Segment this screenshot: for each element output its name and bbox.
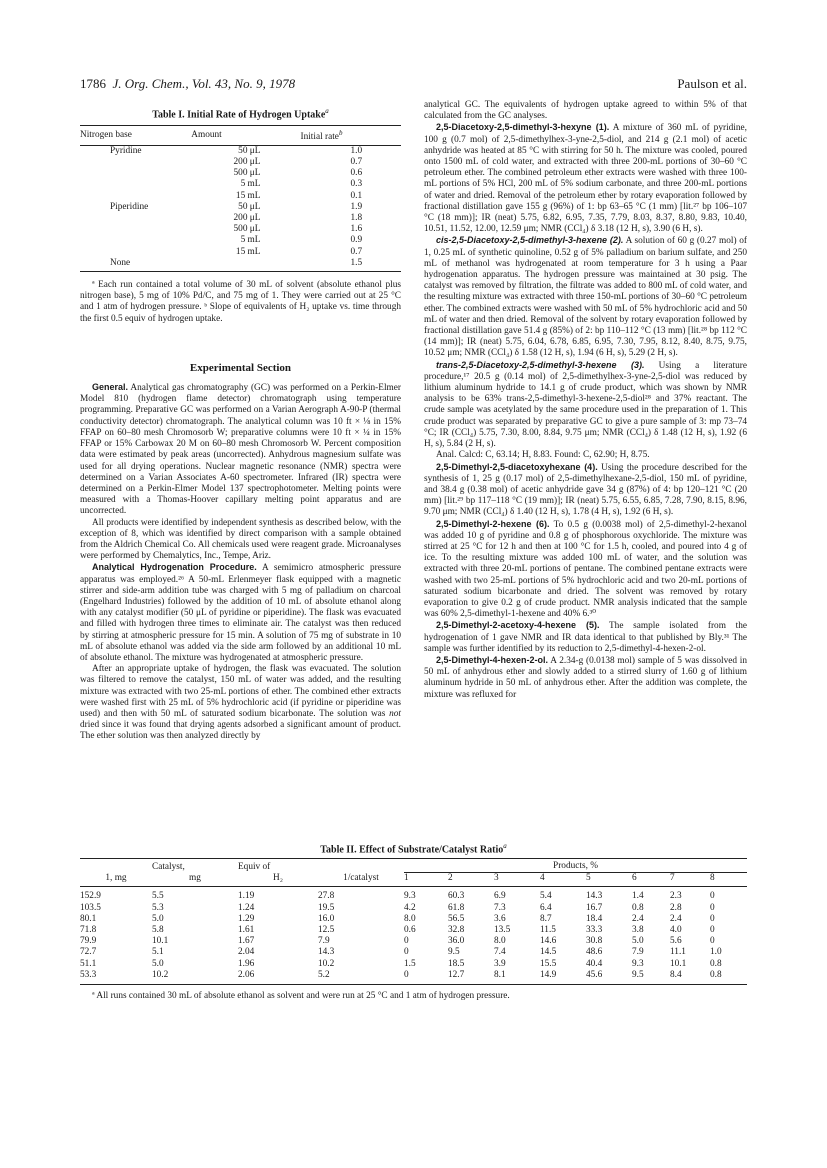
table2-cell: 51.1 [80, 958, 97, 969]
table1-cell-rate: 1.0 [350, 145, 363, 156]
table2-cell: 2.4 [670, 913, 682, 924]
table2-cell: 0.8 [632, 902, 644, 913]
table2-cell: 152.9 [80, 891, 101, 902]
table2-cell: 14.3 [586, 891, 603, 902]
table2-header-top [80, 859, 747, 873]
table2-cell: 16.0 [318, 913, 335, 924]
table2-cell: 14.6 [540, 936, 557, 947]
table2-cell: 36.0 [448, 936, 465, 947]
table1-cell-amount: 500 μL [233, 168, 261, 179]
table2-cell: 7.9 [318, 936, 330, 947]
table2-cell: 0 [404, 970, 448, 985]
table1-row [80, 191, 401, 202]
table1-col-base: Nitrogen base [80, 125, 191, 145]
table2-cell: 3.8 [632, 924, 644, 935]
table1-cell-amount: 5 mL [240, 179, 261, 190]
table2-cell: 5.1 [152, 947, 164, 958]
paragraph-compound-5: 2,5-Dimethyl-2-acetoxy-4-hexene (5). The sample isolated from the hydrogenation of 1 gave NMR and IR data identical to that published by Bly.³¹ The sample was further identified by its reduction to 2,5-dimethyl-4-hexen-2-ol. [424, 620, 747, 654]
table1-cell-rate: 1.9 [350, 201, 363, 212]
table2-row [80, 903, 747, 914]
table2-head-col-6: 3 [494, 873, 540, 887]
table2-cell: 103.5 [80, 902, 101, 913]
table1-cell-base [80, 247, 191, 258]
table2-cell: 18.4 [586, 913, 603, 924]
table2-head-col-9: 6 [632, 873, 670, 887]
table2-cell: 1.61 [238, 924, 255, 935]
table1-row [80, 202, 401, 213]
table1-row [80, 213, 401, 224]
table2-cell: 11.1 [670, 947, 686, 958]
author-names: Paulson et al. [677, 76, 747, 91]
paragraph-workup: After an appropriate uptake of hydrogen, the flask was evacuated. The solution was filtered to remove the catalyst, 150 mL of water was added, and the resulting mixture was extracted with two 25-mL portions of ether. The combined ether extracts were washed first with 25 mL of 5% hydrochloric acid (if pyridine or piperidine was used) and then with 50 mL of saturated sodium bicarbonate. The solution was not dried since it was found that drying agents adsorbed a significant amount of product. The ether solution was then analyzed directly by [80, 664, 401, 742]
table2-cell: 1.5 [404, 958, 416, 969]
table1-row [80, 247, 401, 258]
table2-cell: 0 [404, 947, 409, 958]
table2-cell: 0.8 [710, 970, 747, 985]
compound-4-head: 2,5-Dimethyl-2,5-diacetoxyhexane (4). [436, 461, 598, 472]
table2-head-top-2: Equiv of [238, 859, 318, 873]
table2-cell: 5.0 [152, 913, 164, 924]
hydrogenation-head: Analytical Hydrogenation Procedure. [92, 562, 257, 573]
table1-cell-amount: 200 μL [233, 157, 261, 168]
table2-cell: 1.24 [238, 902, 255, 913]
table2-cell: 15.5 [540, 958, 557, 969]
table2-cell: 3.9 [494, 958, 506, 969]
compound-3-head: trans-2,5-Diacetoxy-2,5-dimethyl-3-hexene (3). [436, 359, 645, 370]
table2-head-col-4: 1 [404, 873, 448, 887]
table1-cell-amount: 500 μL [233, 224, 261, 235]
table2-row [80, 887, 747, 903]
table1-row [80, 179, 401, 190]
table2-cell: 6.4 [540, 902, 552, 913]
table1-cell-base: Piperidine [110, 201, 149, 212]
paragraph-products: All products were identified by independent synthesis as described below, with the exception of 8, which was identified by direct comparison with a sample obtained from the Aldrich Chemical Co. All chemicals used were reagent grade. Microanalyses were performed by Chemalytics, Inc., Tempe, Ariz. [80, 517, 401, 562]
table2-cell: 18.5 [448, 958, 465, 969]
table2-cell: 33.3 [586, 924, 603, 935]
table2-cell: 30.8 [586, 936, 603, 947]
table1-cell-base: Pyridine [110, 145, 142, 156]
table1-cell-rate: 1.5 [300, 258, 401, 272]
table2-cell: 6.9 [494, 891, 506, 902]
table2-head-col-7: 4 [540, 873, 586, 887]
table2-cell: 2.04 [238, 947, 255, 958]
table2-cell: 14.9 [540, 970, 586, 985]
table1-col-amount: Amount [191, 125, 300, 145]
table1-row [80, 224, 401, 235]
general-head: General. [92, 382, 129, 393]
table2-cell: 10.1 [152, 936, 169, 947]
table2-cell: 3.6 [494, 913, 506, 924]
table2-cell: 8.0 [494, 936, 506, 947]
table2-cell: 1.29 [238, 913, 255, 924]
table2-cell: 8.4 [670, 970, 710, 985]
table1-cell-base [80, 168, 191, 179]
table1-cell-amount: 50 μL [238, 145, 261, 156]
table1-cell-base [80, 213, 191, 224]
table2-cell: 5.0 [152, 958, 164, 969]
left-column [80, 100, 401, 743]
table1-cell-amount [191, 258, 300, 272]
table1-row [80, 145, 401, 157]
paragraph-compound-4: 2,5-Dimethyl-2,5-diacetoxyhexane (4). Using the procedure described for the synthesis of 1, 25 g (0.17 mol) of 2,5-dimethylhexane-2,5-diol, 150 mL of pyridine, and 38.4 g (0.38 mol) of acetic anhydride gave 34 g (87%) of 4: bp 120–121 °C (20 mm) [lit.²⁹ bp 117–118 °C (19 mm)]; IR (neat) 5.75, 6.55, 6.85, 7.28, 7.90, 8.15, 8.96, 9.70 μm; NMR (CCl₄) δ 1.40 (12 H, s), 1.78 (4 H, s), 1.92 (6 H, s). [424, 461, 748, 518]
table2-cell: 16.7 [586, 902, 603, 913]
table2-cell: 5.0 [632, 936, 644, 947]
table2-head-top-1: Catalyst, [152, 859, 238, 873]
table1-row [80, 258, 401, 272]
table2-cell: 7.9 [632, 947, 644, 958]
table2-cell: 0 [710, 913, 715, 924]
table1-cell-rate: 0.3 [350, 179, 363, 190]
table1-cell-rate: 0.6 [350, 168, 363, 179]
table1-cell-rate: 0.7 [350, 157, 363, 168]
journal-citation: J. Org. Chem., Vol. 43, No. 9, 1978 [112, 76, 296, 91]
table1-cell-base [80, 191, 191, 202]
table2-cell: 71.8 [80, 924, 97, 935]
table2-cell: 80.1 [80, 913, 97, 924]
table1-rate-mark: b [338, 128, 343, 137]
table2-cell: 5.3 [152, 902, 164, 913]
table1-cell-base [80, 224, 191, 235]
table2-cell: 0.6 [404, 924, 416, 935]
table2-cell: 1.0 [710, 947, 722, 958]
table1-footnote: ª Each run contained a total volume of 30 mL of solvent (absolute ethanol plus nitrogen base), 5 mg of 10% Pd/C, and 75 mg of 1. They were carried out at 25 °C and 1 atm of hydrogen pressure. ᵇ Slope of equivalents of H₂ uptake vs. time through the first 0.5 equiv of hydrogen uptake. [80, 280, 401, 324]
table2-cell: 0.8 [710, 958, 722, 969]
table2-block [80, 842, 747, 1001]
table1-col-rate: Initial rate$^b$ [300, 125, 401, 145]
page-citation [80, 76, 295, 92]
table2-cell: 45.6 [586, 970, 632, 985]
table2-cell: 9.3 [632, 958, 644, 969]
paragraph-hydrogenation: Analytical Hydrogenation Procedure. A semimicro atmospheric pressure apparatus was employed.²⁶ A 50-mL Erlenmeyer flask equipped with a magnetic stirrer and side-arm addition tube was charged with 5 mg of palladium on charcoal (Engelhard Industries) followed by the addition of 10 mL of absolute ethanol along with any catalyst modifier (50 μL of pyridine or piperidine). The flask was evacuated and filled with hydrogen three times to eliminate air. The catalyst was then reduced by stirring at atmospheric pressure for 15 min. A solution of 75 mg of substrate in 10 mL of absolute ethanol was added via the side arm followed by an additional 10 mL of absolute ethanol. The mixture was hydrogenated at atmospheric pressure. [80, 562, 401, 663]
table2-cell: 48.6 [586, 947, 603, 958]
compound-1-head: 2,5-Diacetoxy-2,5-dimethyl-3-hexyne (1). [436, 122, 610, 133]
table2-row [80, 936, 747, 947]
table2-cell: 13.5 [494, 924, 511, 935]
paragraph-compound-3-anal: Anal. Calcd: C, 63.14; H, 8.83. Found: C, 62.90; H, 8.75. [436, 450, 650, 461]
table2-head-col-8: 5 [586, 873, 632, 887]
table2-cell: 0 [404, 936, 409, 947]
table2-cell: 5.6 [670, 936, 682, 947]
table2-row [80, 959, 747, 970]
table2-row [80, 947, 747, 958]
table2-head-top-3 [318, 859, 404, 873]
table2-cell: 27.8 [318, 891, 335, 902]
table2-head-col-0: 1, mg [80, 873, 152, 887]
table2-cell: 19.5 [318, 902, 335, 913]
table2-row [80, 914, 747, 925]
table1-row [80, 157, 401, 168]
table2-cell: 56.5 [448, 913, 465, 924]
hexenol-head: 2,5-Dimethyl-4-hexen-2-ol. [436, 654, 549, 665]
table2-products-head: Products, % [404, 859, 747, 873]
table2-cell: 0 [710, 891, 715, 902]
table1-cell-rate: 1.6 [350, 224, 363, 235]
table1-row [80, 168, 401, 179]
table2-cell: 5.5 [152, 891, 164, 902]
table1-cell-amount: 5 mL [240, 235, 261, 246]
table2-cell: 8.1 [494, 970, 540, 985]
table1-title-mark: a [325, 107, 329, 115]
table2-cell: 9.5 [632, 970, 670, 985]
table2-cell: 5.8 [152, 924, 164, 935]
section-heading: Experimental Section [189, 361, 292, 374]
table1 [80, 125, 401, 273]
compound-2-head: cis-2,5-Diacetoxy-2,5-dimethyl-3-hexene (2). [436, 235, 624, 246]
page-number: 1786 [80, 76, 106, 91]
table2-cell: 61.8 [448, 902, 465, 913]
table2-cell: 60.3 [448, 891, 465, 902]
table2-cell: 11.5 [540, 924, 556, 935]
table2-head-col-2: H₂ [238, 873, 318, 887]
table2-cell: 2.8 [670, 902, 682, 913]
table2-cell: 4.0 [670, 924, 682, 935]
table2-cell: 1.4 [632, 891, 644, 902]
table2-cell: 0 [710, 924, 715, 935]
table2-cell: 8.0 [404, 913, 416, 924]
table2-cell: 5.2 [318, 970, 404, 985]
table2-head-col-10: 7 [670, 873, 710, 887]
table2-cell: 72.7 [80, 947, 97, 958]
table2-cell: 0 [710, 936, 715, 947]
table1-cell-base: None [80, 258, 191, 272]
table2-cell: 2.4 [632, 913, 644, 924]
table1-cell-rate: 1.8 [350, 213, 363, 224]
table2-cell: 7.3 [494, 902, 506, 913]
table2-cell: 2.3 [670, 891, 682, 902]
paragraph-general: General. Analytical gas chromatography (GC) was performed on a Perkin-Elmer Model 810 (hydrogen flame detector) chromatograph using temperature programming. Preparative GC was performed on a Varian Aerograph A-90-P (thermal conductivity detector) chromatograph. The analytical column was 10 ft × ⅛ in 15% FFAP on 60–80 mesh Chromosorb W; preparative columns were 10 ft × ¼ in 15% FFAP or 15% Carbowax 20 M on 60–80 mesh Chromosorb W. Percent composition data were estimated by peak areas (uncorrected). Anhydrous magnesium sulfate was used for all drying operations. Nuclear magnetic resonance (NMR) spectra were determined on a Varian Associates A-60 spectrometer. Infrared (IR) spectra were determined on a Perkin-Elmer Model 137 spectrophotometer. Melting points were measured with a Thomas-Hoover capillary melting point apparatus and are uncorrected. [80, 382, 401, 517]
table2-cell: 8.7 [540, 913, 552, 924]
table2-cell: 4.2 [404, 902, 416, 913]
table1-cell-amount: 50 μL [238, 201, 261, 212]
table2-cell: 10.2 [152, 970, 238, 985]
table2-cell: 2.06 [238, 970, 318, 985]
table2-row [80, 970, 747, 985]
paragraph-compound-2: cis-2,5-Diacetoxy-2,5-dimethyl-3-hexene (2). A solution of 60 g (0.27 mol) of 1, 0.25 mL of synthetic quinoline, 0.52 g of 5% palladium on barium sulfate, and 250 mL of methanol was hydrogenated at room temperature for 3 h using a Paar hydrogenation apparatus. The hydrogen pressure was maintained at 30 psig. The catalyst was removed by filtration, the filtrate was added to 800 mL of cold water, and the resulting mixture was extracted with three 150-mL portions of 30–60 °C petroleum ether. The combined extracts were washed with 50 mL of 5% hydrochloric acid and 50 mL of water and then dried. Removal of the solvent by rotary evaporation followed by fractional distillation gave 51.4 g (85%) of 2: bp 110–112 °C (13 mm) [lit.²⁸ bp 112 °C (14 mm)]; IR (neat) 5.75, 6.04, 6.78, 6.85, 6.95, 7.30, 7.95, 8.12, 8.40, 8.75, 9.75, 10.52 μm; NMR (CCl₄) δ 1.58 (12 H, s), 1.94 (6 H, s), 5.29 (2 H, s). [424, 235, 748, 359]
table1-row [80, 235, 401, 246]
table2-title: Table II. Effect of Substrate/Catalyst Ratio$^a$ [320, 842, 507, 856]
table1-cell-rate: 0.7 [350, 246, 363, 257]
paragraph-compound-1: 2,5-Diacetoxy-2,5-dimethyl-3-hexyne (1). A mixture of 360 mL of pyridine, 100 g (0.7 mol) of 2,5-dimethylhex-3-yne-2,5-diol, and 214 g (2.1 mol) of acetic anhydride was heated at 85 °C with stirring for 50 h. The mixture was cooled, poured onto 1500 mL of cold water, and extracted with three 200-mL portions of 30–60 °C petroleum ether. The combined petroleum ether extracts were washed with three 100-mL portions of 5% HCl, 200 mL of 5% sodium carbonate, and three 200-mL portions of water and dried. Removal of the petroleum ether by rotary evaporation followed by fractional distillation gave 155 g (96%) of 1: bp 63–65 °C (1 mm) [lit.²⁷ bp 106–107 °C (18 mm)]; IR (neat) 5.75, 6.82, 6.95, 7.35, 7.79, 8.03, 8.37, 8.80, 9.83, 10.40, 10.51, 11.52, 12.00, 12.59 μm; NMR (CCl₄) δ 3.18 (12 H, s), 3.90 (6 H, s). [424, 122, 747, 235]
table2-cell: 0 [710, 902, 715, 913]
table1-cell-rate: 0.9 [350, 235, 363, 246]
table2-cell: 10.2 [318, 958, 335, 969]
table2-cell: 10.1 [670, 958, 687, 969]
compound-6-head: 2,5-Dimethyl-2-hexene (6). [436, 518, 550, 529]
table2-title-mark: a [503, 842, 507, 850]
table1-cell-base [80, 157, 191, 168]
table2-cell: 32.8 [448, 924, 465, 935]
table2-header-bottom [80, 873, 747, 887]
table1-cell-rate: 0.1 [350, 190, 363, 201]
paragraph-hexenol: 2,5-Dimethyl-4-hexen-2-ol. A 2.34-g (0.0138 mol) sample of 5 was dissolved in 50 mL of anhydrous ether and slowly added to a stirred slurry of 1.60 g of lithium aluminum hydride in 50 mL of anhydrous ether. After the addition was complete, the mixture was refluxed for [424, 654, 747, 700]
table1-cell-amount: 15 mL [235, 190, 261, 201]
table2-head-col-11: 8 [710, 873, 747, 887]
table2-head-col-5: 2 [448, 873, 494, 887]
table2-head-col-3: 1/catalyst [318, 873, 404, 887]
table1-header [80, 125, 401, 145]
paragraph-compound-6: 2,5-Dimethyl-2-hexene (6). To 0.5 g (0.0038 mol) of 2,5-dimethyl-2-hexanol was added 10 g of pyridine and 0.8 g of phosphorous oxychloride. The mixture was stirred at 25 °C for 12 h and then at 100 °C for 1.5 h, cooled, and poured into 4 g of ice. To the resulting mixture was added 100 mL of water, and the solution was extracted with three 20-mL portions of pentane. The combined pentane extracts were washed with two 25-mL portions of 5% hydrochloric acid and two 20-mL portions of saturated sodium bicarbonate and dried. The solvent was removed by rotary evaporation to give 0.2 g of crude product. NMR analysis indicated that the sample was 60% 2,5-dimethyl-1-hexene and 40% 6.³⁰ [424, 518, 748, 620]
compound-5-head: 2,5-Dimethyl-2-acetoxy-4-hexene (5). [436, 620, 600, 631]
not-emphasis: not [389, 708, 401, 719]
table1-cell-amount: 200 μL [233, 213, 261, 224]
table2-cell: 14.3 [318, 947, 335, 958]
right-column [424, 100, 747, 701]
table2-cell: 1.67 [238, 936, 255, 947]
table1-cell-base [80, 179, 191, 190]
table2-cell: 12.7 [448, 970, 494, 985]
table2-cell: 9.5 [448, 947, 460, 958]
table1-title: Table I. Initial Rate of Hydrogen Uptake$^a$ [152, 107, 329, 121]
table1-cell-amount: 15 mL [235, 246, 261, 257]
table2-cell: 53.3 [80, 970, 152, 985]
table2-cell: 40.4 [586, 958, 603, 969]
table2-row [80, 925, 747, 936]
table2-cell: 5.4 [540, 891, 552, 902]
table2-cell: 7.4 [494, 947, 506, 958]
table2 [80, 858, 747, 985]
table2-footnote: ª All runs contained 30 mL of absolute ethanol as solvent and were run at 25 °C and 1 atm of hydrogen pressure. [92, 990, 510, 1001]
table2-head-top-0 [80, 859, 152, 873]
table2-cell: 9.3 [404, 891, 416, 902]
paragraph-continued: analytical GC. The equivalents of hydrogen uptake agreed to within 5% of that calculated from the GC analyses. [424, 100, 747, 122]
table2-cell: 79.9 [80, 936, 97, 947]
table2-cell: 1.96 [238, 958, 255, 969]
table2-cell: 12.5 [318, 924, 335, 935]
table2-cell: 14.5 [540, 947, 557, 958]
paragraph-compound-3: trans-2,5-Diacetoxy-2,5-dimethyl-3-hexene (3). Using a literature procedure,¹⁷ 20.5 g (0.14 mol) of 2,5-dimethylhex-3-yne-2,5-diol was reduced by lithium aluminum hydride to 14.1 g of crude product, which was shown by NMR analysis to be 63% trans-2,5-dimethyl-3-hexene-2,5-diol²⁸ and 37% reactant. The crude sample was acetylated by the same procedure used in the preparation of 1. This crude product was separated by preparative GC to give a pure sample of 3: mp 73–74 °C; IR (CCl₄) 5.75, 7.30, 8.00, 8.84, 9.75 μm; NMR (CCl₄) δ 1.48 (12 H, s), 1.92 (6 H, s), 5.84 (2 H, s). [424, 359, 747, 450]
table2-cell: 1.19 [238, 891, 255, 902]
table1-cell-base [80, 235, 191, 246]
table2-head-col-1: mg [152, 873, 238, 887]
